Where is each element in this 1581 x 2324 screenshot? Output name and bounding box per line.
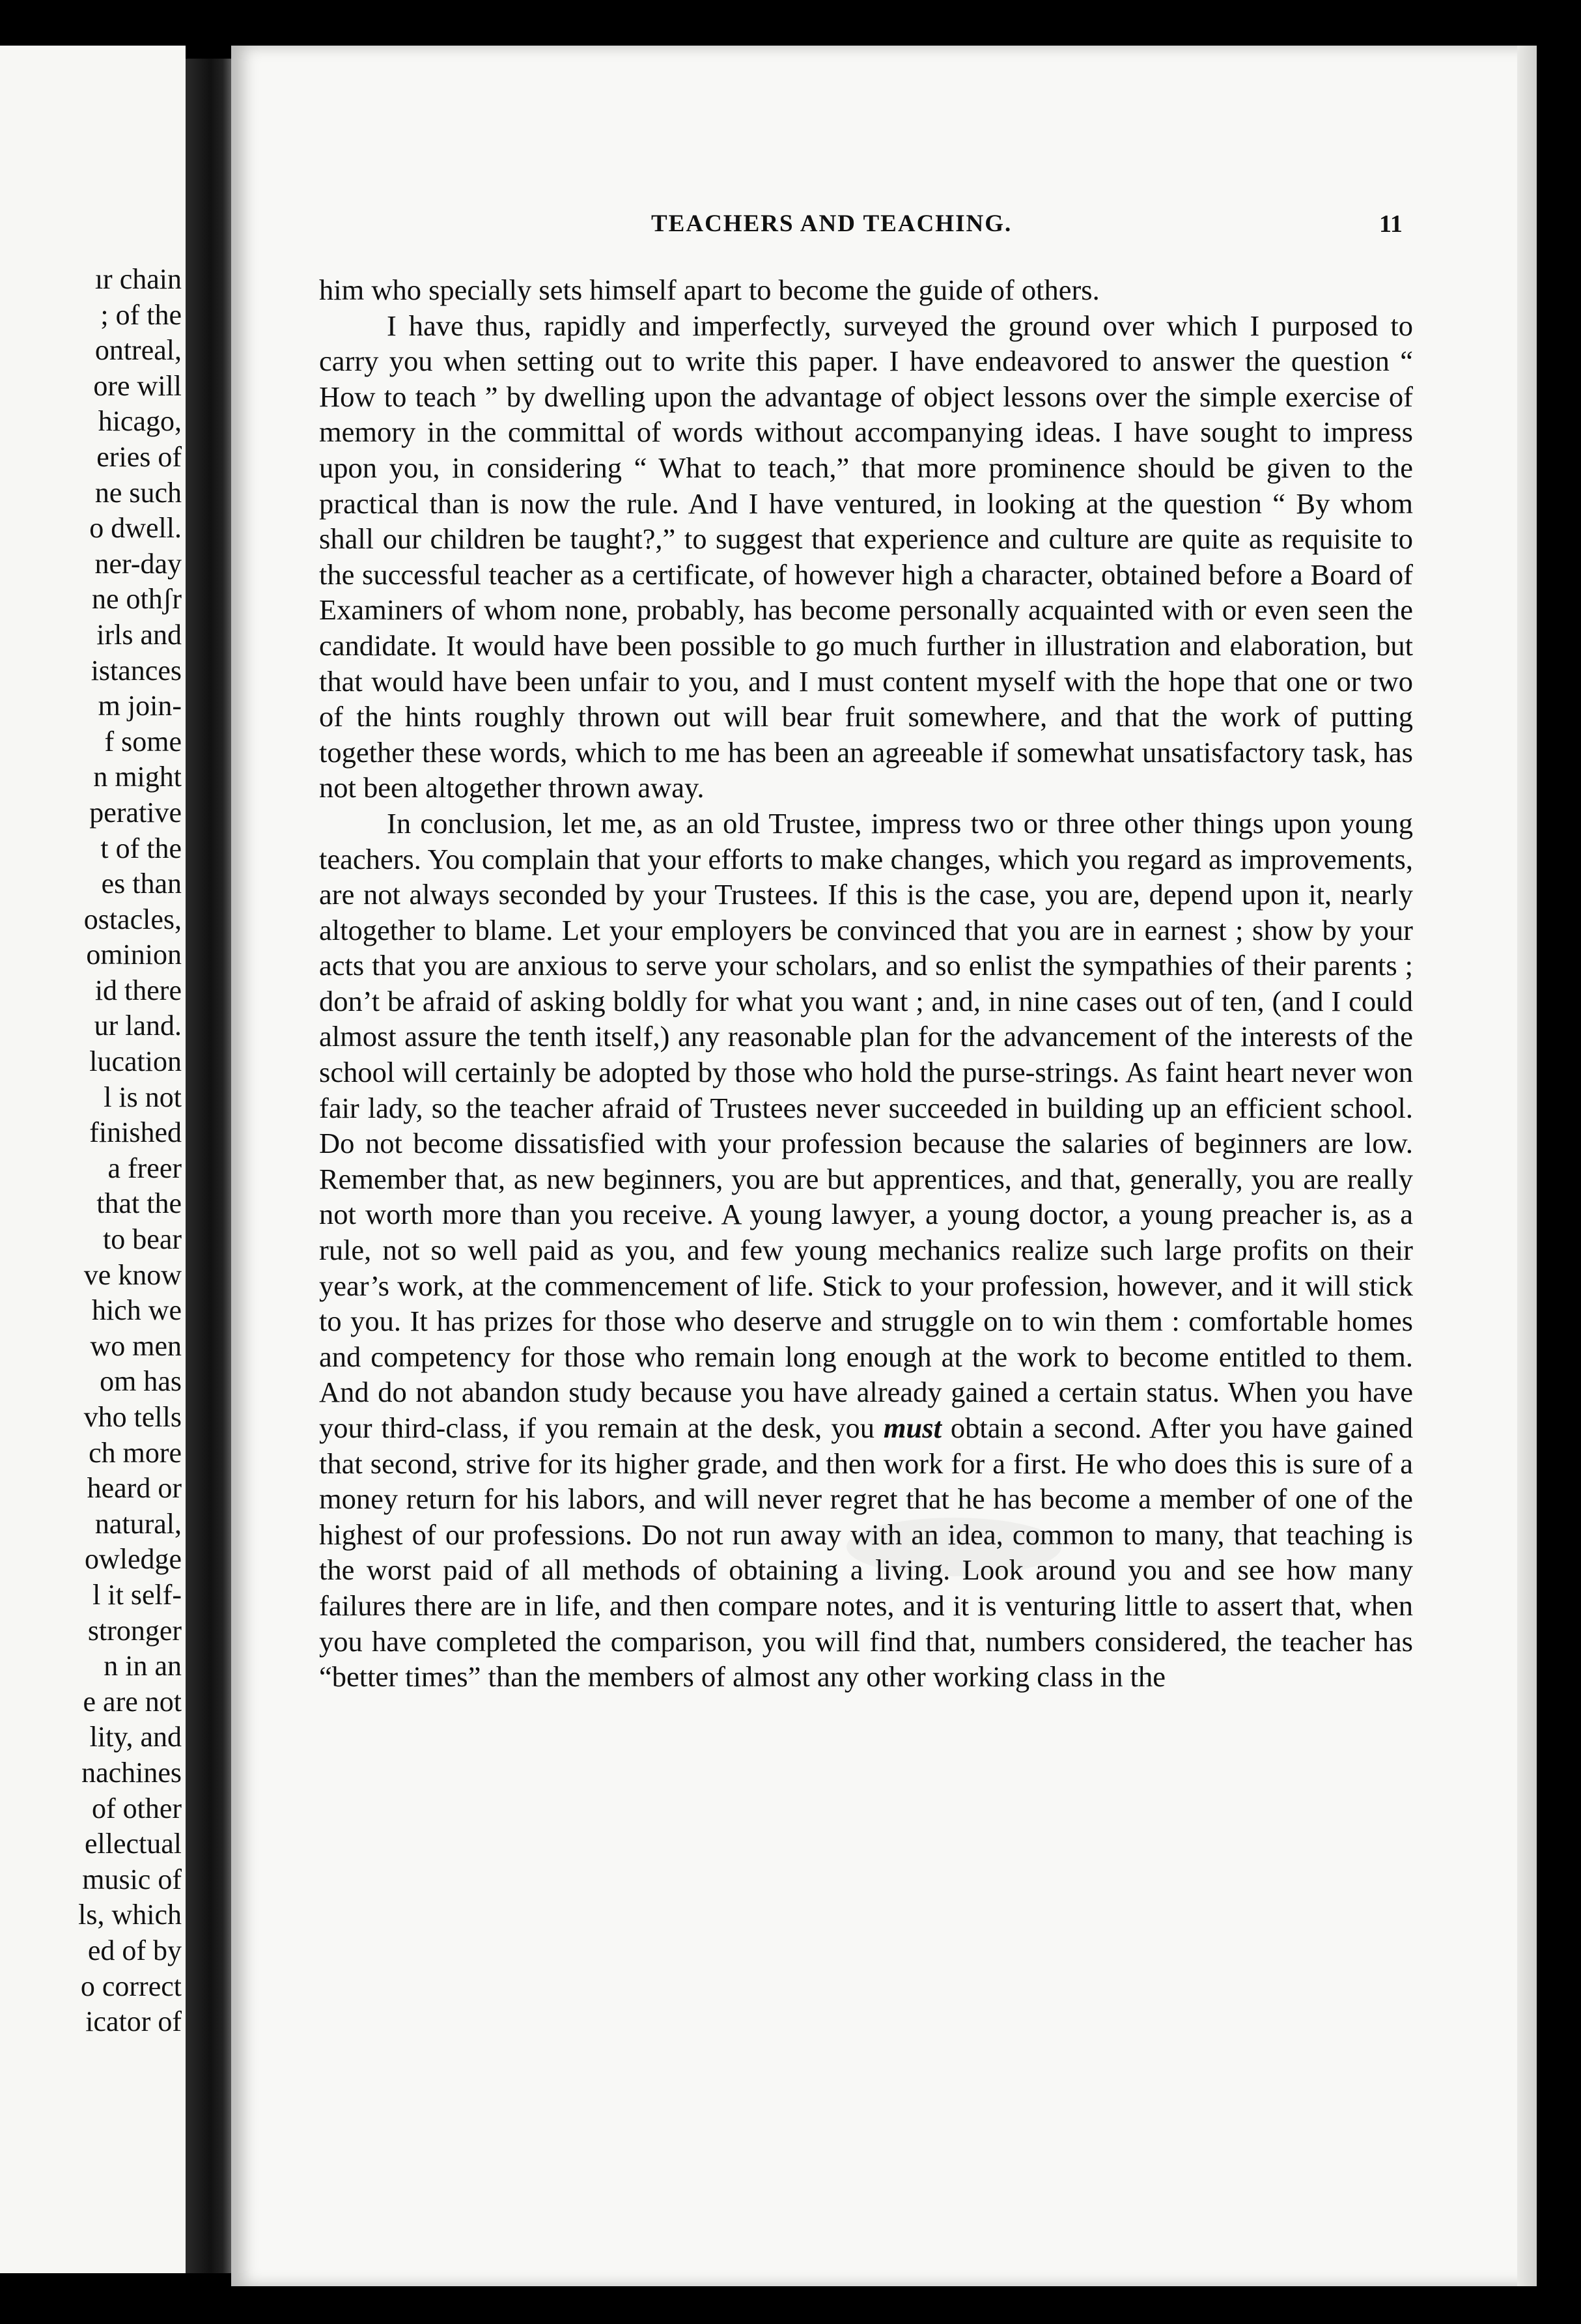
previous-page-line: icator of	[85, 2005, 182, 2038]
previous-page-line: ore will	[93, 369, 182, 402]
previous-page-line: that the	[96, 1187, 182, 1220]
previous-page-line: ostacles,	[83, 903, 182, 935]
page-edge	[1517, 46, 1537, 2286]
previous-page-line: om has	[100, 1365, 182, 1398]
previous-page-line: l is not	[104, 1081, 182, 1113]
previous-page-line: es than	[101, 868, 182, 900]
previous-page-line: ne such	[94, 476, 182, 509]
previous-page-line: music of	[82, 1863, 182, 1895]
previous-page-line: o correct	[80, 1970, 182, 2002]
previous-page-line: ominion	[86, 939, 182, 971]
previous-page-line: ; of the	[100, 298, 182, 331]
previous-page-line: o dwell.	[89, 512, 182, 545]
previous-page-line: m join-	[98, 690, 182, 722]
previous-page-line: n in an	[104, 1650, 182, 1682]
previous-page-line: ner-day	[94, 547, 182, 580]
previous-page-line: istances	[91, 654, 182, 687]
previous-page-line: natural,	[94, 1507, 182, 1540]
previous-page-line: vho tells	[83, 1401, 182, 1433]
previous-page-line: hich we	[91, 1294, 182, 1327]
previous-page-line: ontreal,	[94, 334, 182, 367]
previous-page-line: of other	[91, 1792, 182, 1824]
paragraph-summary: I have thus, rapidly and imperfectly, surveyed the ground over which I purposed to carry you when setting out to write this paper. I have endeavored to answer the question “ How to teach ” by dwelling upon the advantage of object lessons over the simple exercise of memory in the committal of words without accompanying ideas. I have sought to impress upon you, in considering “ What to teach,” that more prominence should be given to the practical than is now the rule. And I have ventured, in looking at the question “ By whom shall our children be taught?,” to suggest that experience and culture are quite as requisite to the successful teacher as a certificate, of however high a character, obtained before a Board of Examiners of whom none, probably, has become personally acquainted with or even seen the candidate. It would have been possible to go much further in illustration and elaboration, but that would have been unfair to you, and I must content myself with the hope that one or two of the hints roughly thrown out will bear fruit somewhere, and that the work of putting together these words, which to me has been an agreeable if somewhat unsatisfactory task, has not been altogether thrown away.	[319, 309, 1413, 804]
previous-page-line: ed of by	[87, 1934, 182, 1966]
previous-page-line: finished	[89, 1116, 182, 1149]
previous-page-line: to bear	[103, 1223, 182, 1256]
previous-page-line: t of the	[100, 832, 182, 864]
previous-page-line: eries of	[96, 440, 182, 473]
page-number: 11	[1379, 210, 1403, 238]
previous-page-line: e are not	[83, 1685, 182, 1718]
previous-page-line: ellectual	[84, 1828, 182, 1860]
previous-page-line: ır chain	[94, 263, 182, 295]
previous-page-line: ve know	[83, 1258, 182, 1291]
paragraph-text: In conclusion, let me, as an old Trustee, impress two or three other things upon young teachers. You complain that your efforts to make changes, which you regard as improvements, are not always seconded by your Trustees. If this is the case, you are, depend upon it, nearly altogether to blame. Let your employers be convinced that you are in earnest ; show by your acts that you are anxious to serve your scholars, and so enlist the sympathies of their parents ; don’t be afraid of asking boldly for what you want ; and, in nine cases out of ten, (and I could almost assure the tenth itself,) any reasonable plan for the advancement of the interests of the school will certainly be adopted by those who hold the purse-strings. As faint heart never won fair lady, so the teacher afraid of Trustees never succeeded in building up an efficient school. Do not become dissatisfied with your profession because the salaries of beginners are low. Remember that, as new beginners, you are but apprentices, and that, generally, you are really not worth more than you receive. A young lawyer, a young doctor, a young preacher is, as a rule, not so well paid as you, and few young mechanics realize such large profits on their year’s work, at the commencement of life. Stick to your profession, however, and it will stick to you. It has prizes for those who deserve and struggle on to win them : comfortable homes and competency for those who remain long enough at the work to become entitled to them. And do not abandon study because you have already gained a certain status. When you have your third-class, if you remain at the desk, you	[319, 806, 1413, 1444]
previous-page-line: n might	[93, 761, 182, 793]
running-head: TEACHERS AND TEACHING.	[651, 210, 1013, 237]
page-body	[319, 272, 1413, 1695]
previous-page-line: nachines	[81, 1756, 182, 1789]
previous-page-line: ne othʃr	[91, 583, 182, 616]
previous-page-line: f some	[104, 725, 182, 758]
previous-page-line: lity, and	[89, 1721, 182, 1753]
previous-page-fragment	[0, 46, 186, 2273]
previous-page-line: l it self-	[92, 1578, 182, 1611]
previous-page-line: owledge	[84, 1543, 182, 1576]
previous-page-text	[0, 262, 182, 2040]
previous-page-line: perative	[89, 796, 182, 829]
paragraph-conclusion	[319, 806, 1413, 1695]
emphasis-word: must	[883, 1411, 942, 1444]
previous-page-line: hicago,	[98, 405, 182, 438]
previous-page-line: lucation	[89, 1045, 182, 1078]
previous-page-line: ch more	[89, 1436, 182, 1469]
previous-page-line: stronger	[87, 1614, 182, 1647]
previous-page-line: ur land.	[94, 1010, 182, 1042]
previous-page-line: id there	[94, 974, 182, 1006]
previous-page-line: a freer	[107, 1152, 182, 1184]
previous-page-line: wo men	[90, 1329, 182, 1362]
previous-page-line: ls, which	[78, 1899, 182, 1931]
paragraph-text: obtain a second. After you have gained that second, strive for its higher grade, and then work for a first. He who does this is sure of a money return for his labors, and will never regret that he has become a member of one of the highest of our professions. Do not run away with an idea, common to many, that teaching is the worst paid of all methods of obtaining a living. Look around you and see how many failures there are in life, and then compare notes, and it is venturing little to assert that, when you have completed the comparison, you will find that, numbers considered, the teacher has “better times” than the members of almost any other working class in the	[319, 1411, 1413, 1693]
previous-page-line: irls and	[96, 618, 182, 651]
paragraph-continuation: him who specially sets himself apart to become the guide of others.	[319, 274, 1100, 306]
previous-page-line: heard or	[87, 1472, 182, 1505]
